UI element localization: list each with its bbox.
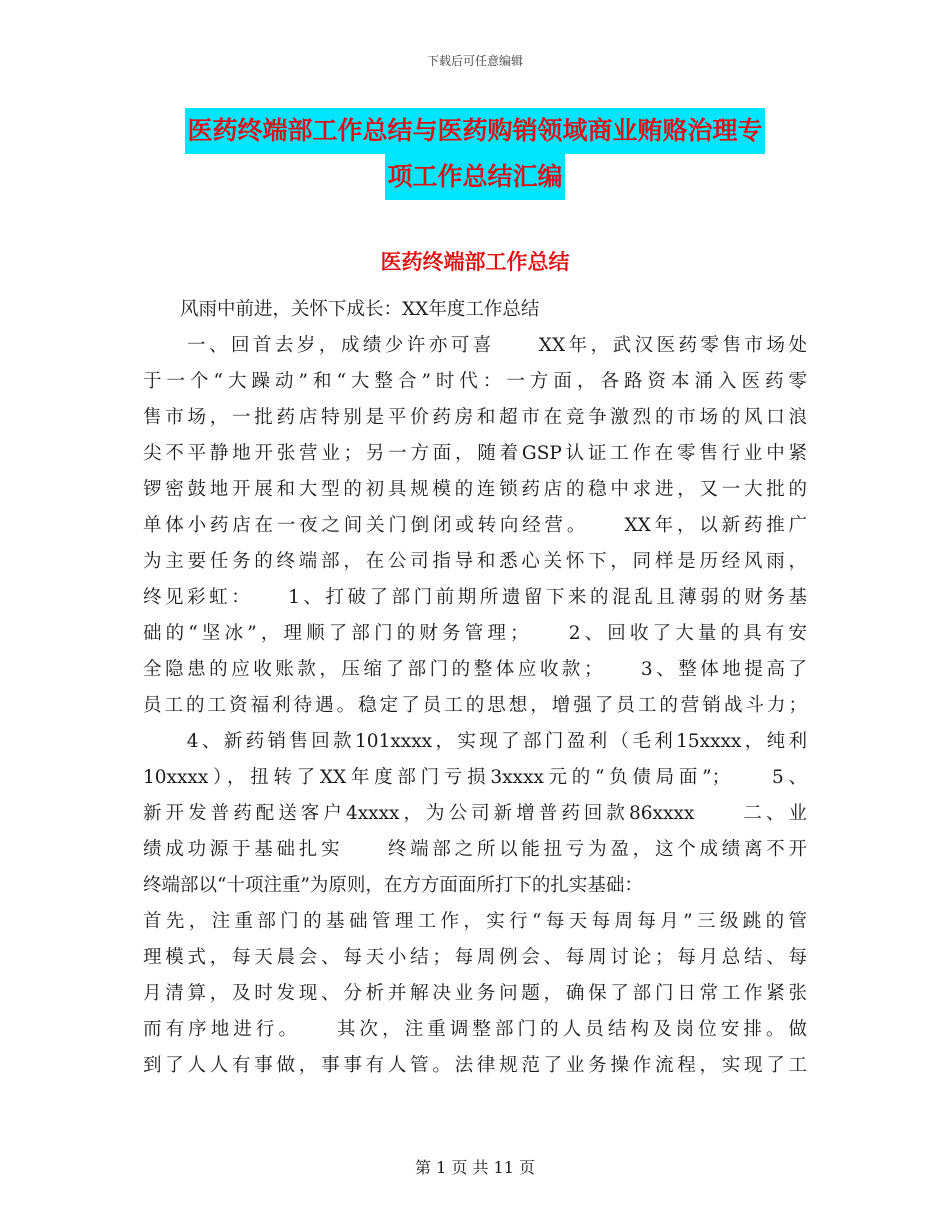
body-line: 全隐患的应收账款，压缩了部门的整体应收款； 3、整体地提高了	[143, 659, 807, 680]
page-footer-number: 第 1 页 共 11 页	[415, 1158, 535, 1177]
body-line: 新开发普药配送客户4xxxx，为公司新增普药回款86xxxx 二、业	[143, 803, 807, 824]
body-line: 首先，注重部门的基础管理工作，实行“每天每周每月”三级跳的管	[143, 911, 807, 932]
body-line: 而有序地进行。 其次，注重调整部门的人员结构及岗位安排。做	[143, 1019, 807, 1040]
document-title-line-2: 项工作总结汇编	[385, 154, 564, 200]
body-line: 绩成功源于基础扎实 终端部之所以能扭亏为盈，这个成绩离不开	[143, 839, 807, 860]
body-line: 一、回首去岁，成绩少许亦可喜 XX年，武汉医药零售市场处	[143, 335, 807, 356]
body-line: 售市场，一批药店特别是平价药房和超市在竞争激烈的市场的风口浪	[143, 407, 807, 428]
body-line: 风雨中前进，关怀下成长：XX年度工作总结	[143, 299, 540, 320]
body-line: 于一个“大躁动”和“大整合”时代：一方面，各路资本涌入医药零	[143, 371, 807, 392]
body-line: 单体小药店在一夜之间关门倒闭或转向经营。 XX年，以新药推广	[143, 515, 807, 536]
body-line: 月清算，及时发现、分析并解决业务问题，确保了部门日常工作紧张	[143, 983, 807, 1004]
body-line: 理模式，每天晨会、每天小结；每周例会、每周讨论；每月总结、每	[143, 947, 807, 968]
body-line: 锣密鼓地开展和大型的初具规模的连锁药店的稳中求进，又一大批的	[143, 479, 807, 500]
body-line: 到了人人有事做，事事有人管。法律规范了业务操作流程，实现了工	[143, 1055, 807, 1076]
body-text	[143, 292, 807, 1084]
page-header-note: 下载后可任意编辑	[426, 54, 523, 68]
body-line: 员工的工资福利待遇。稳定了员工的思想，增强了员工的营销战斗力；	[143, 695, 807, 716]
body-line: 尖不平静地开张营业；另一方面，随着GSP认证工作在零售行业中紧	[143, 443, 807, 464]
document-title	[140, 108, 810, 200]
body-line: 10xxxx），扭转了XX年度部门亏损3xxxx元的“负债局面”； 5、	[143, 767, 807, 788]
document-title-line-1: 医药终端部工作总结与医药购销领域商业贿赂治理专	[185, 108, 764, 154]
body-line: 终见彩虹： 1、打破了部门前期所遗留下来的混乱且薄弱的财务基	[143, 587, 807, 608]
body-line: 础的“坚冰”，理顺了部门的财务管理； 2、回收了大量的具有安	[143, 623, 807, 644]
body-line: 终端部以“十项注重”为原则，在方方面面所打下的扎实基础：	[143, 875, 643, 896]
section-title: 医药终端部工作总结	[380, 249, 570, 274]
body-line: 为主要任务的终端部，在公司指导和悉心关怀下，同样是历经风雨，	[143, 551, 807, 572]
body-line: 4、新药销售回款101xxxx，实现了部门盈利（毛利15xxxx，纯利	[143, 731, 807, 752]
